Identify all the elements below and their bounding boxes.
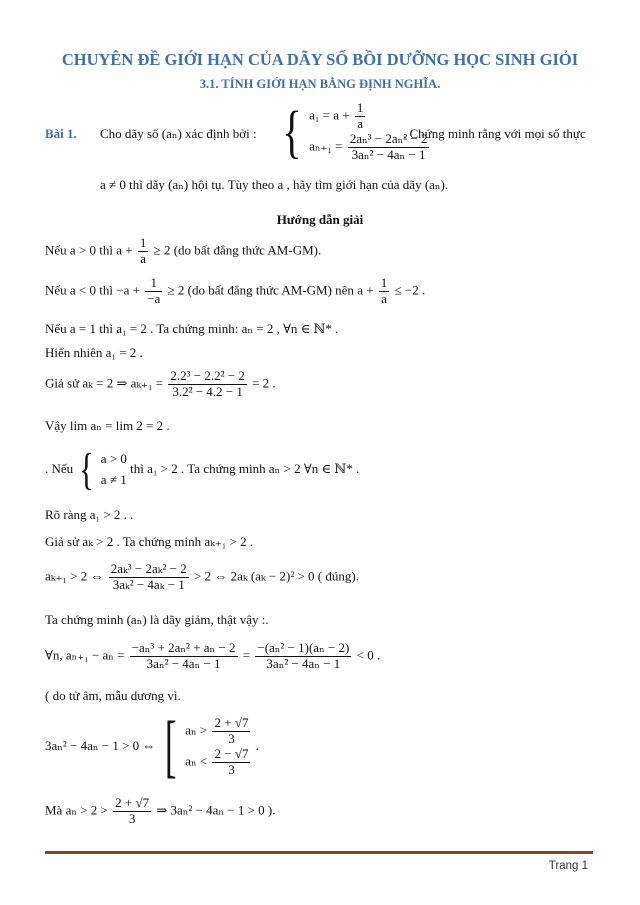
case-system (185, 716, 252, 778)
frac-root-plus: $\frac{2 + √7}{3}$ (214, 715, 249, 747)
solution-line-14: 3aₙ² − 4aₙ − 1 > 0 ⇔ [ aₙ > $\frac{2 + √7}{3}$ aₙ < $\frac{2 - √7}{3}$ . (45, 708, 259, 785)
frac-difference-1: $\frac{\text{−aₙ³ + 2aₙ² + aₙ − 2}}{\text{3aₙ² − 4aₙ − 1}}$ (131, 640, 236, 671)
frac-difference-2: $\frac{\text{−(aₙ² − 1)(aₙ − 2)}}{\text{3aₙ² − 4aₙ − 1}}$ (257, 640, 350, 671)
left-brace: { (282, 98, 302, 164)
solution-line-2: Nếu a < 0 thì −a + $\frac{1}{-a}$ ≥ 2 (do bất đẳng thức AM-GM) nên a + $\frac{1}{a}$ ≤ −2 . (45, 275, 426, 306)
solution-line-13: ( do tử âm, mẫu dương vì. (45, 688, 181, 703)
solution-line-6: Vậy lim aₙ = lim 2 = 2 . (45, 418, 170, 433)
frac-recurrence: $\frac{\text{2aₙ³ − 2aₙ² − 2}}{\text{3aₙ² − 4aₙ − 1}}$ (349, 130, 428, 162)
page-number: Trang 1 (548, 860, 588, 872)
left-bracket: [ (164, 708, 177, 785)
solution-line-7: . Nếu { a > 0 a ≠ 1 thì a₁ > 2 . Ta chứng minh aₙ > 2 ∀n ∈ ℕ* . (45, 445, 360, 494)
frac-k: $\frac{\text{2aₖ³ − 2aₖ² − 2}}{\text{3aₖ² − 4aₖ − 1}}$ (110, 561, 187, 592)
case-line-2: aₙ < $\frac{2 - √7}{3}$ (185, 746, 249, 777)
case-line-1: aₙ > $\frac{2 + √7}{3}$ (185, 715, 249, 747)
footer-divider (45, 851, 593, 854)
solution-line-15: Mà aₙ > 2 > $\frac{2 + √7}{3}$ ⇒ 3aₙ² − 4aₙ − 1 > 0 ). (45, 795, 276, 826)
system-line-an1: aₙ₊₁ = $\frac{\text{2aₙ³ − 2aₙ² − 2}}{\text{3aₙ² − 4aₙ − 1}}$ (309, 130, 428, 162)
solution-line-3: Nếu a = 1 thì a₁ = 2 . Ta chứng minh: aₙ = 2 , ∀n ∈ ℕ* . (45, 321, 339, 336)
condition-system: a > 0 a ≠ 1 (100, 451, 127, 487)
frac-root-plus: $\frac{2 + √7}{3}$ (115, 795, 150, 826)
solution-heading: Hướng dẫn giải (276, 212, 364, 227)
system-line-a1: a₁ = a + $\frac{1}{a}$ (309, 100, 364, 131)
solution-line-5: Giả sử aₖ = 2 ⇒ aₖ₊₁ = $\frac{\text{2.2³ − 2.2² − 2}}{\text{3.2² − 4.2 − 1}}$ = 2 . (45, 368, 276, 399)
solution-line-4: Hiển nhiên a₁ = 2 . (45, 345, 143, 360)
solution-line-1: Nếu a > 0 thì a + $\frac{1}{a}$ ≥ 2 (do bất đẳng thức AM-GM). (45, 235, 322, 266)
solution-line-9: Giả sử aₖ > 2 . Ta chứng minh aₖ₊₁ > 2 . (45, 534, 254, 549)
problem-tail: . Chứng minh rằng với mọi số thực (403, 126, 586, 141)
left-brace: { (79, 445, 95, 494)
solution-line-8: Rõ ràng a₁ > 2 . . (45, 507, 134, 522)
frac-one-over-a: $\frac{1}{a}$ (380, 275, 388, 306)
frac-one-over-neg-a: $\frac{1}{-a}$ (147, 275, 161, 306)
frac-one-over-a: $\frac{1}{a}$ (139, 235, 147, 266)
problem-line-2: a ≠ 0 thì dãy (aₙ) hội tụ. Tùy theo a , hãy tìm giới hạn của dãy (aₙ). (100, 177, 449, 192)
solution-line-10: aₖ₊₁ > 2 ⇔ $\frac{\text{2aₖ³ − 2aₖ² − 2}}{\text{3aₖ² − 4aₖ − 1}}$ > 2 ⇔ 2aₖ (aₖ − 2)² > 0 ( đúng). (45, 561, 359, 592)
frac-calc: $\frac{\text{2.2³ − 2.2² − 2}}{\text{3.2² − 4.2 − 1}}$ (170, 368, 245, 399)
solution-line-12: ∀n, aₙ₊₁ − aₙ = $\frac{\text{−aₙ³ + 2aₙ² + aₙ − 2}}{\text{3aₙ² − 4aₙ − 1}}$ = $\frac{\text{−(aₙ² − 1)(aₙ − 2)}}{\text{3aₙ² − 4aₙ − 1}}$ < 0 . (45, 640, 381, 671)
problem-intro: Cho dãy số (aₙ) xác định bởi : (100, 126, 257, 141)
document-title: CHUYÊN ĐỀ GIỚI HẠN CỦA DÃY SỐ BỒI DƯỠNG HỌC SINH GIỎI (61, 50, 579, 69)
frac-root-minus: $\frac{2 - √7}{3}$ (214, 746, 249, 777)
solution-line-11: Ta chứng minh (aₙ) là dãy giảm, thật vậy :. (45, 612, 269, 627)
problem-label: Bài 1. (45, 126, 77, 141)
frac-one-over-a: $\frac{1}{a}$ (356, 100, 364, 131)
section-subtitle: 3.1. TÍNH GIỚI HẠN BẰNG ĐỊNH NGHĨA. (199, 77, 441, 91)
